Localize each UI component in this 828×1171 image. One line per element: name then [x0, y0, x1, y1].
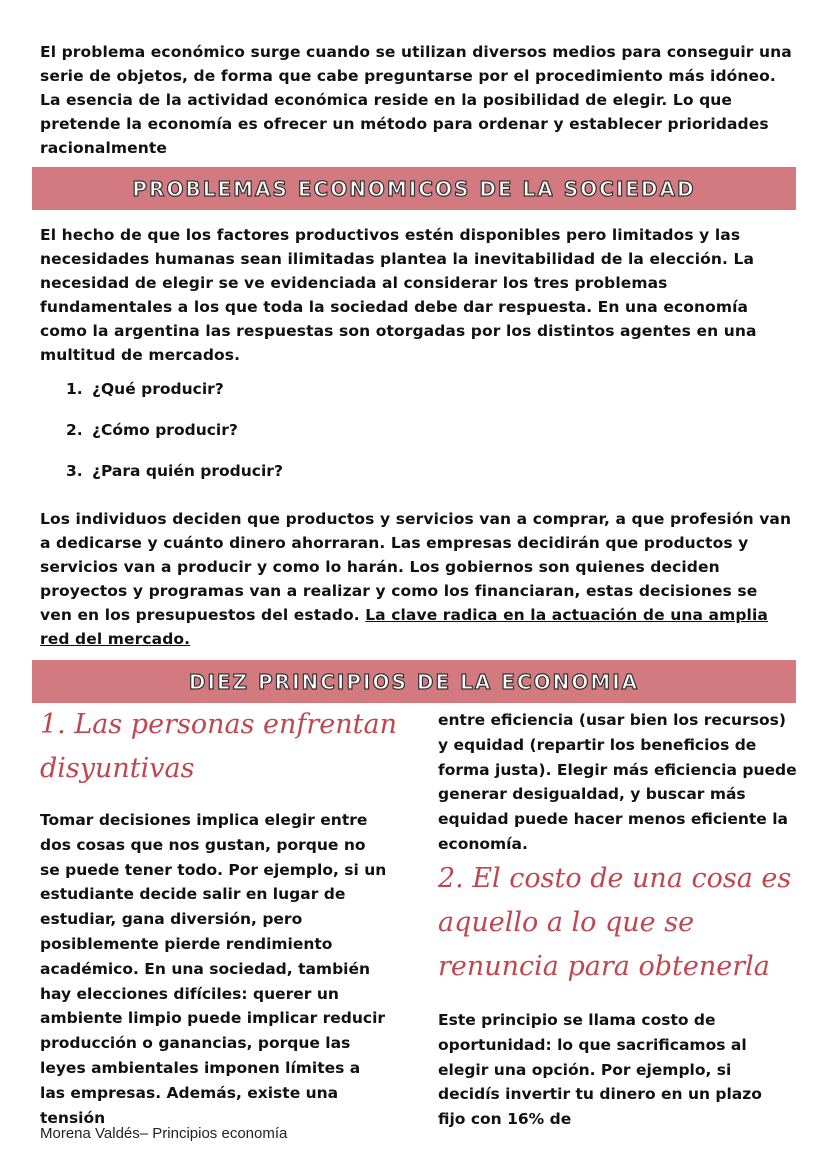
principle1-text: Tomar decisiones implica elegir entre dos cosas que nos gustan, porque no se puede tener todo. Por ejemplo, si un estudiante decide salir en lugar de estudiar, gana diversión, pero posiblemente pierde rendimiento académico. En una sociedad, también hay elecciones difíciles: querer un ambiente limpio puede implicar reducir producción o ganancias, porque las leyes ambientales imponen límites a las empresas. Además, existe una tensión	[40, 811, 387, 1127]
list-item: 2. ¿Cómo producir?	[66, 421, 238, 439]
agents-paragraph: Los individuos deciden que productos y servicios van a comprar, a que profesión van a dedicarse y cuánto dinero ahorraran. Las empresas decidirán que productos y servicios van a producir y como lo harán. Los gobiernos son quienes deciden proyectos y programas van a realizar y como los financiaran, estas decisiones se ven en los presupuestos del estado. La clave radica en la actuación de una amplia red del mercado.	[40, 510, 792, 648]
principle2-heading: 2. El costo de una cosa es aquello a lo que se renuncia para obtenerla	[438, 863, 792, 982]
principle2-text: Este principio se llama costo de oportunidad: lo que sacrificamos al elegir una opción. Por ejemplo, si decidís invertir tu dinero en un plazo fijo con 16% de	[438, 1011, 762, 1129]
key-sentence: La clave radica en la actuación de una amplia red del mercado.	[40, 606, 768, 648]
questions-list	[66, 377, 283, 500]
intro-paragraph: El problema económico surge cuando se utilizan diversos medios para conseguir una serie de objetos, de forma que cabe preguntarse por el procedimiento más idóneo. La esencia de la actividad económica reside en la posibilidad de elegir. Lo que pretende la economía es ofrecer un método para ordenar y establecer prioridades racionalmente	[40, 43, 792, 157]
problemas-paragraph: El hecho de que los factores productivos estén disponibles pero limitados y las necesidades humanas sean ilimitadas plantea la inevitabilidad de la elección. La necesidad de elegir se ve evidenciada al considerar los tres problemas fundamentales a los que toda la sociedad debe dar respuesta. En una economía como la argentina las respuestas son otorgadas por los distintos agentes en una multitud de mercados.	[40, 226, 757, 364]
section-band-problemas: PROBLEMAS ECONOMICOS DE LA SOCIEDAD	[32, 167, 796, 210]
principle1-continued: entre eficiencia (usar bien los recursos) y equidad (repartir los beneficios de forma justa). Elegir más eficiencia puede generar desigualdad, y buscar más equidad puede hacer menos eficiente la economía.	[438, 711, 797, 853]
list-item: 3. ¿Para quién producir?	[66, 462, 283, 480]
principle1-heading: 1. Las personas enfrentan disyuntivas	[40, 709, 397, 784]
section-band-principios: DIEZ PRINCIPIOS DE LA ECONOMIA	[32, 660, 796, 703]
footer-author: Morena Valdés– Principios economía	[40, 1125, 288, 1142]
list-item: 1. ¿Qué producir?	[66, 380, 224, 398]
